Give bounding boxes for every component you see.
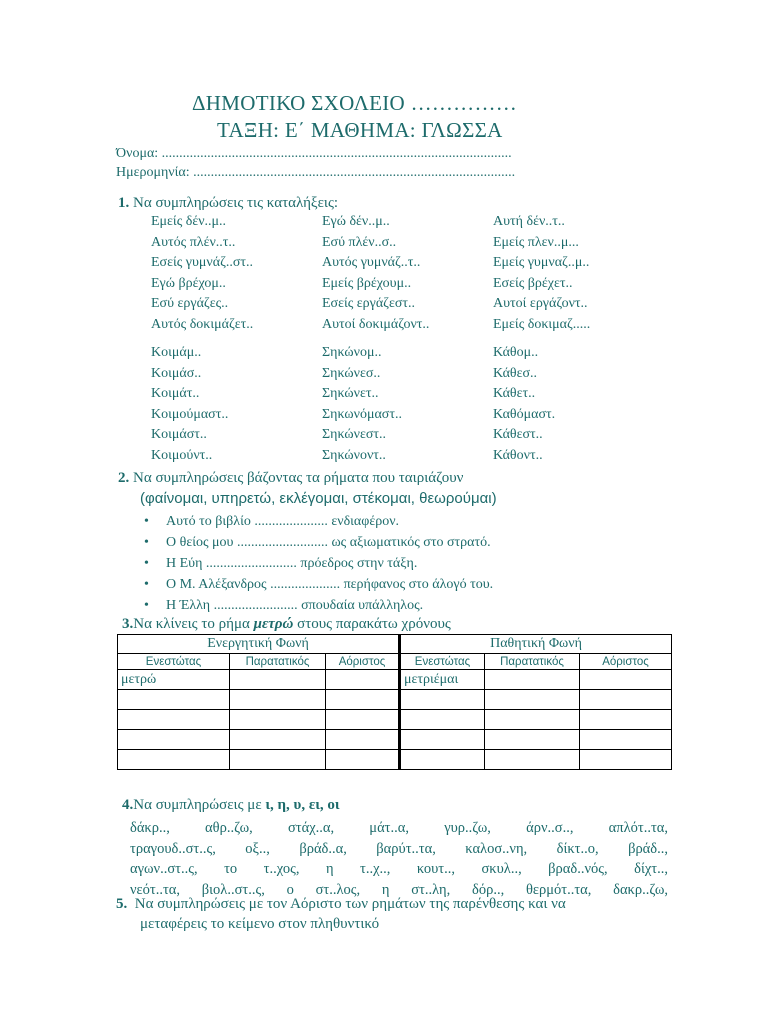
conjugation-item: Κάθετ.. <box>493 386 536 402</box>
tense-header: Παρατατικός <box>230 654 326 670</box>
conjugation-item: Εσύ πλέν..σ.. <box>322 234 397 250</box>
conjugation-item: Σηκώνεστ.. <box>322 427 386 443</box>
exercise-2-item <box>144 556 417 572</box>
conjugation-item: Κάθεσ.. <box>493 365 538 381</box>
word-line: δάκρ.., αθρ..ζω, στάχ..α, μάτ..α, γυρ..ζω, άρν..σ.., απλότ..τα, <box>130 820 668 836</box>
table-cell[interactable] <box>400 750 485 770</box>
passive-voice-header: Παθητική Φωνή <box>400 635 672 654</box>
conjugation-item: Κοιμούντ.. <box>151 448 213 463</box>
conjugation-item: Αυτός πλέν..τ.. <box>151 234 236 250</box>
conjugation-item: Σηκώνετ.. <box>322 386 379 402</box>
table-cell[interactable] <box>118 710 230 730</box>
conjugation-item: Κάθεστ.. <box>493 427 543 443</box>
table-cell[interactable] <box>485 690 580 710</box>
date-dots: ............................................................................................ <box>189 165 516 180</box>
exercise-4-instruction: Να συμπληρώσεις με <box>133 797 266 813</box>
name-line <box>116 146 512 162</box>
table-cell[interactable] <box>400 710 485 730</box>
conjugation-item: Κοιμάστ.. <box>151 427 207 443</box>
conjugation-item: Εμείς δοκιμαζ..... <box>493 317 591 332</box>
exercise-2-item-text: Η Έλλη ........................ σπουδαία υπάλληλος. <box>166 598 424 613</box>
table-cell[interactable] <box>326 690 400 710</box>
conjugation-item: Εσείς βρέχετ.. <box>493 275 573 291</box>
exercise-2-instruction: Να συμπληρώσεις βάζοντας τα ρήματα που ταιριάζουν <box>129 470 464 486</box>
conjugation-item: Κοιμάσ.. <box>151 365 202 381</box>
exercise-2-item-text: Ο Μ. Αλέξανδρος .................... περήφανος στο άλογό του. <box>166 577 494 592</box>
exercise-2-number: 2. <box>118 470 130 486</box>
name-label: Όνομα: <box>116 146 159 161</box>
active-present-cell[interactable]: μετρώ <box>118 670 230 690</box>
conjugation-table <box>117 634 672 770</box>
conjugation-item: Εσύ εργάζες.. <box>151 296 229 312</box>
exercise-2-item <box>144 514 399 530</box>
conjugation-item: Εμείς δέν..μ.. <box>151 214 227 229</box>
table-cell[interactable] <box>230 710 326 730</box>
exercise-2-item-text: Ο θείος μου .......................... ως αξιωματικός στο στρατό. <box>166 535 491 550</box>
active-voice-header: Ενεργητική Φωνή <box>118 635 400 654</box>
conjugation-item: Κοιμάτ.. <box>151 386 200 402</box>
table-cell[interactable] <box>580 670 672 690</box>
school-title: ΔΗΜΟΤΙΚΟ ΣΧΟΛΕΙΟ …………… <box>192 91 518 115</box>
exercise-3-number: 3. <box>122 616 134 632</box>
word-line: αγων..στ..ς, το τ..χος, η τ..χ.., κουτ.., σκυλ.., βραδ..νός, δίχτ.., <box>130 861 668 877</box>
passive-present-cell[interactable]: μετριέμαι <box>400 670 485 690</box>
conjugation-item: Κοιμάμ.. <box>151 345 202 360</box>
conjugation-item: Εγώ δέν..μ.. <box>322 214 390 229</box>
table-cell[interactable] <box>326 730 400 750</box>
table-cell[interactable] <box>326 710 400 730</box>
table-cell[interactable] <box>118 750 230 770</box>
exercise-2-item-text: Αυτό το βιβλίο ..................... ενδιαφέρον. <box>166 514 400 529</box>
tense-header: Αόριστος <box>326 654 400 670</box>
conjugation-item: Εγώ βρέχομ.. <box>151 275 226 291</box>
bullet-icon: • <box>144 577 149 592</box>
exercise-3-instruction: Να κλίνεις το ρήμα <box>133 616 254 632</box>
table-cell[interactable] <box>485 730 580 750</box>
date-label: Ημερομηνία: <box>116 165 190 180</box>
exercise-2-item <box>144 535 491 551</box>
bullet-icon: • <box>144 514 149 529</box>
exercise-5-heading <box>116 896 566 913</box>
tense-header: Αόριστος <box>580 654 672 670</box>
exercise-3-heading <box>122 616 451 633</box>
conjugation-item: Σηκωνόμαστ.. <box>322 406 402 422</box>
date-line <box>116 165 515 181</box>
conjugation-item: Αυτοί δοκιμάζοντ.. <box>322 317 430 332</box>
tense-header: Παρατατικός <box>485 654 580 670</box>
table-cell[interactable] <box>326 750 400 770</box>
conjugation-item: Εμείς γυμναζ..μ.. <box>493 255 590 271</box>
conjugation-item: Καθόμαστ. <box>493 406 556 422</box>
name-dots: .................................................................................................... <box>158 146 512 161</box>
conjugation-item: Εμείς βρέχουμ.. <box>322 275 412 291</box>
table-cell[interactable] <box>230 730 326 750</box>
exercise-3-verb: μετρώ <box>253 616 294 632</box>
table-cell[interactable] <box>230 690 326 710</box>
conjugation-item: Σηκώνοντ.. <box>322 448 386 463</box>
exercise-2-verb-list: (φαίνομαι, υπηρετώ, εκλέγομαι, στέκομαι, θεωρούμαι) <box>140 490 497 507</box>
conjugation-item: Κοιμούμαστ.. <box>151 406 229 422</box>
table-cell[interactable] <box>230 670 326 690</box>
table-cell[interactable] <box>580 710 672 730</box>
word-line: τραγουδ..στ..ς, οξ.., βράδ..α, βαρύτ..τα, καλοσ..νη, δίκτ..ο, βράδ.., <box>130 840 668 857</box>
bullet-icon: • <box>144 556 149 571</box>
exercise-2-item <box>144 598 423 614</box>
bullet-icon: • <box>144 598 149 613</box>
table-cell[interactable] <box>485 670 580 690</box>
conjugation-item: Εσείς εργάζεστ.. <box>322 296 416 312</box>
table-cell[interactable] <box>400 690 485 710</box>
exercise-2-item <box>144 577 493 593</box>
table-cell[interactable] <box>400 730 485 750</box>
conjugation-item: Αυτοί εργάζοντ.. <box>493 296 588 312</box>
exercise-2-item-text: Η Εύη .......................... πρόεδρος στην τάξη. <box>166 556 418 571</box>
conjugation-item: Εσείς γυμνάζ..στ.. <box>151 255 254 271</box>
conjugation-item: Σηκώνομ.. <box>322 345 382 360</box>
conjugation-item: Σηκώνεσ.. <box>322 365 381 381</box>
exercise-5-instruction: Να συμπληρώσεις με τον Αόριστο των ρημάτων της παρένθεσης και να <box>134 896 566 912</box>
exercise-4-heading <box>122 797 340 814</box>
exercise-2-heading <box>118 470 463 487</box>
table-cell[interactable] <box>326 670 400 690</box>
table-cell[interactable] <box>230 750 326 770</box>
table-cell[interactable] <box>118 690 230 710</box>
tense-header: Ενεστώτας <box>118 654 230 670</box>
table-cell[interactable] <box>580 750 672 770</box>
table-cell[interactable] <box>580 690 672 710</box>
exercise-5-number: 5. <box>116 896 128 912</box>
exercise-5-instruction-line2: μεταφέρεις το κείμενο στον πληθυντικό <box>140 916 380 932</box>
table-cell[interactable] <box>485 750 580 770</box>
conjugation-item: Αυτός δοκιμάζετ.. <box>151 317 254 332</box>
tense-header: Ενεστώτας <box>400 654 485 670</box>
class-subject-title: ΤΑΞΗ: Ε΄ ΜΑΘΗΜΑ: ΓΛΩΣΣΑ <box>217 118 503 142</box>
conjugation-item: Κάθοντ.. <box>493 448 543 463</box>
conjugation-item: Εμείς πλεν..μ... <box>493 234 579 250</box>
bullet-icon: • <box>144 535 149 550</box>
table-cell[interactable] <box>118 730 230 750</box>
table-cell[interactable] <box>580 730 672 750</box>
exercise-1-instruction: Να συμπληρώσεις τις καταλήξεις: <box>129 195 339 211</box>
conjugation-item: Κάθομ.. <box>493 345 539 360</box>
exercise-4-letters: ι, η, υ, ει, οι <box>265 797 340 813</box>
table-cell[interactable] <box>485 710 580 730</box>
exercise-4-words <box>130 818 668 900</box>
exercise-1-heading <box>118 195 338 212</box>
exercise-4-number: 4. <box>122 797 134 813</box>
conjugation-item: Αυτός γυμνάζ..τ.. <box>322 255 421 271</box>
conjugation-item: Αυτή δέν..τ.. <box>493 214 565 229</box>
exercise-1-number: 1. <box>118 195 130 211</box>
exercise-3-instruction-end: στους παρακάτω χρόνους <box>293 616 451 632</box>
word-line: νεότ..τα, βιολ..στ..ς, ο στ..λος, η στ..λη, δόρ.., θερμότ..τα, δακρ..ζω, <box>130 881 668 898</box>
